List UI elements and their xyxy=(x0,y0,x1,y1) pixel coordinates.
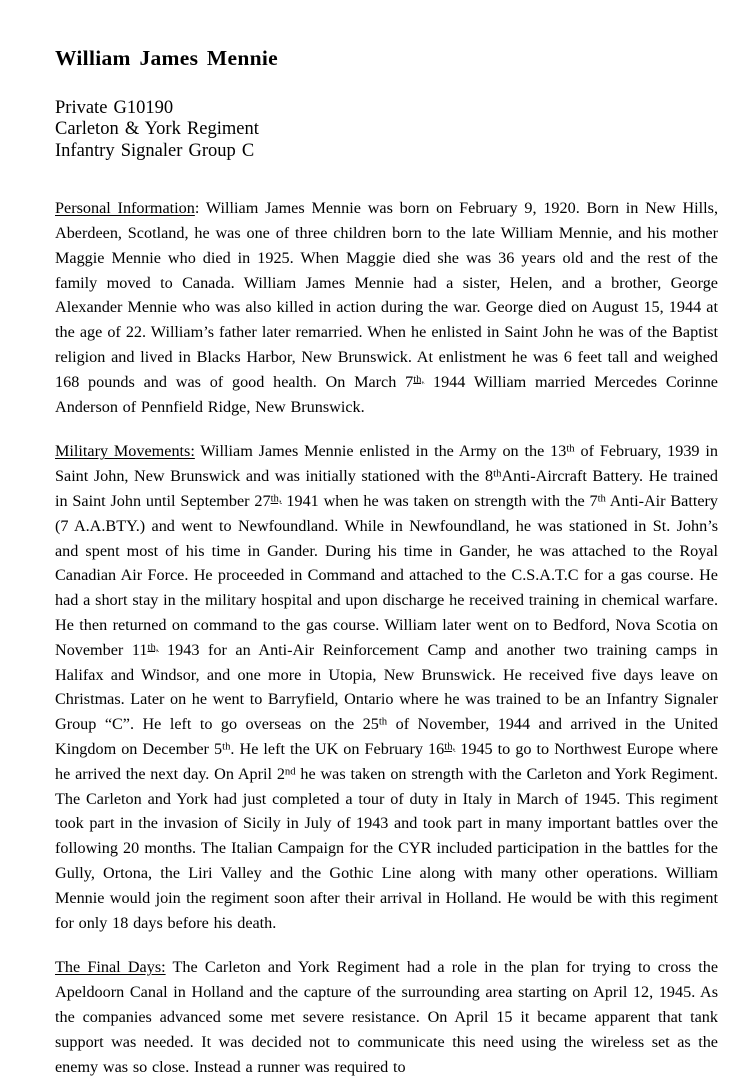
ordinal-suffix: nd xyxy=(284,765,296,778)
section-heading-final-days: The Final Days: xyxy=(55,958,166,977)
section-final-days xyxy=(55,955,718,1079)
section-heading-suffix-personal-information: : xyxy=(194,199,206,218)
page-title: William James Mennie xyxy=(55,46,278,70)
ordinal-suffix: th, xyxy=(147,641,159,654)
ordinal-suffix: th, xyxy=(444,740,456,753)
ordinal-suffix: th xyxy=(378,715,388,728)
ordinal-suffix: th xyxy=(597,492,606,505)
section-body-personal-information: William James Mennie was born on February 9, 1920. Born in New Hills, Aberdeen, Scotland, he was one of three children born to the late William Mennie, and his mother Maggie Mennie who died in 1925. When Maggie died she was 36 years old and the rest of the family moved to Canada. William James Mennie had a sister, Helen, and a brother, George Alexander Mennie who was also killed in action during the war. George died on August 15, 1944 at the age of 22. William’s father later remarried. When he enlisted in Saint John he was of the Baptist religion and lived in Blacks Harbor, New Brunswick. At enlistment he was 6 feet tall and weighed 168 pounds and was of good health. On March $7^{th,}$ 1944 William married Mercedes Corinne Anderson of Pennfield Ridge, New Brunswick. xyxy=(55,199,719,416)
ordinal-suffix: th xyxy=(222,740,231,753)
section-heading-personal-information: Personal Information xyxy=(55,199,195,218)
ordinal-suffix: th, xyxy=(270,492,282,505)
section-heading-military-movements: Military Movements: xyxy=(55,442,195,461)
section-body-military-movements: William James Mennie enlisted in the Army on the 13th of February, 1939 in Saint John, New Brunswick and was initially stationed with the 8thAnti-Aircraft Battery. He trained in Saint John until September $27^{th,}$ 1941 when he was taken on strength with the 7th Anti-Air Battery (7 A.A.BTY.) and went to Newfoundland. While in Newfoundland, he was stationed in St. John’s and spent most of his time in Gander. During his time in Gander, he was attached to the Royal Canadian Air Force. He proceeded in Command and attached to the C.S.A.T.C for a gas course. He had a short stay in the military hospital and upon discharge he received training in chemical warfare. He then returned on command to the gas course. William later went on to Bedford, Nova Scotia on November $11^{th,}$ 1943 for an Anti-Air Reinforcement Camp and another two training camps in Halifax and Windsor, and one more in Utopia, New Brunswick. He received five days leave on Christmas. Later on he went to Barryfield, Ontario where he was trained to be an Infantry Signaler Group “C”. He left to go overseas on the 25th of November, 1944 and arrived in the United Kingdom on December 5th. He left the UK on February $16^{th,}$ 1945 to go to Northwest Europe where he arrived the next day. On April 2nd he was taken on strength with the Carleton and York Regiment. The Carleton and York had just completed a tour of duty in Italy in March of 1945. This regiment took part in the invasion of Sicily in July of 1943 and took part in many important battles over the following 20 months. The Italian Campaign for the CYR included participation in the battles for the Gully, Ortona, the Liri Valley and the Gothic Line along with many other operations. William Mennie would join the regiment soon after their arrival in Holland. He would be with this regiment for only 18 days before his death. xyxy=(55,442,719,932)
section-personal-information xyxy=(55,196,718,419)
identification-line-regiment: Carleton & York Regiment xyxy=(55,119,259,140)
section-body-final-days: The Carleton and York Regiment had a role in the plan for trying to cross the Apeldoorn Canal in Holland and the capture of the surrounding area starting on April 12, 1945. As the companies advanced some met severe resistance. On April 15 it became apparent that tank support was needed. It was decided not to communicate this need using the wireless set as the enemy was so close. Instead a runner was required to xyxy=(55,958,718,1076)
section-military-movements xyxy=(55,439,718,935)
identification-block xyxy=(55,98,718,163)
identification-line-rank: Private G10190 xyxy=(55,97,174,118)
ordinal-suffix: th xyxy=(566,442,575,455)
ordinal-suffix: th xyxy=(493,467,502,480)
identification-line-group: Infantry Signaler Group C xyxy=(55,140,255,161)
ordinal-suffix: th, xyxy=(413,373,425,386)
section-heading-suffix-final-days xyxy=(166,958,173,976)
